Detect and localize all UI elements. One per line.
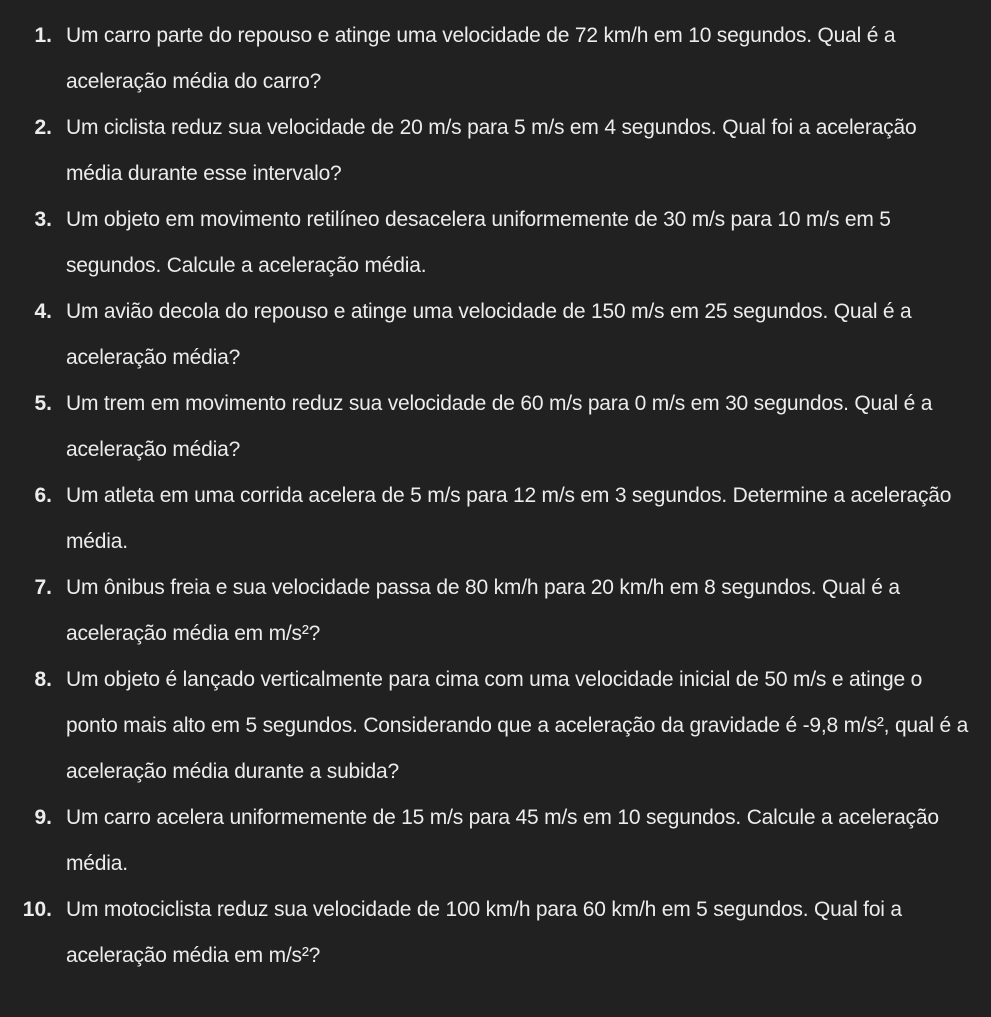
question-text: Um ônibus freia e sua velocidade passa de 80 km/h para 20 km/h em 8 segundos. Qual é a aceleração média em m/s²?: [66, 576, 900, 645]
question-item: [0, 657, 991, 795]
question-item: [0, 197, 991, 289]
question-text: Um carro acelera uniformemente de 15 m/s para 45 m/s em 10 segundos. Calcule a aceleração média.: [66, 806, 939, 875]
question-item: [0, 565, 991, 657]
question-number: 9.: [34, 806, 52, 829]
question-text: Um atleta em uma corrida acelera de 5 m/s para 12 m/s em 3 segundos. Determine a aceleração média.: [66, 484, 952, 553]
question-number: 1.: [34, 24, 52, 47]
question-number: 2.: [34, 116, 52, 139]
question-item: [0, 289, 991, 381]
question-text: Um ciclista reduz sua velocidade de 20 m/s para 5 m/s em 4 segundos. Qual foi a aceleração média durante esse intervalo?: [66, 116, 917, 185]
question-item: [0, 13, 991, 105]
question-text: Um avião decola do repouso e atinge uma velocidade de 150 m/s em 25 segundos. Qual é a aceleração média?: [66, 300, 912, 369]
question-item: [0, 887, 991, 979]
question-text: Um trem em movimento reduz sua velocidade de 60 m/s para 0 m/s em 30 segundos. Qual é a aceleração média?: [66, 392, 933, 461]
question-item: [0, 795, 991, 887]
question-number: 4.: [34, 300, 52, 323]
question-item: [0, 473, 991, 565]
question-text: Um objeto em movimento retilíneo desacelera uniformemente de 30 m/s para 10 m/s em 5 segundos. Calcule a aceleração média.: [66, 208, 891, 277]
question-number: 7.: [34, 576, 52, 599]
question-number: 8.: [34, 668, 52, 691]
question-text: Um motociclista reduz sua velocidade de 100 km/h para 60 km/h em 5 segundos. Qual foi a aceleração média em m/s²?: [66, 898, 902, 967]
question-item: [0, 381, 991, 473]
question-number: 10.: [22, 898, 52, 921]
question-item: [0, 105, 991, 197]
question-number: 5.: [34, 392, 52, 415]
question-text: Um objeto é lançado verticalmente para cima com uma velocidade inicial de 50 m/s e atinge o ponto mais alto em 5 segundos. Considerando que a aceleração da gravidade é -9,8 m/s², qual é a aceleração média durante a subida?: [66, 668, 969, 783]
question-number: 6.: [34, 484, 52, 507]
question-number: 3.: [34, 208, 52, 231]
question-text: Um carro parte do repouso e atinge uma velocidade de 72 km/h em 10 segundos. Qual é a aceleração média do carro?: [66, 24, 896, 93]
